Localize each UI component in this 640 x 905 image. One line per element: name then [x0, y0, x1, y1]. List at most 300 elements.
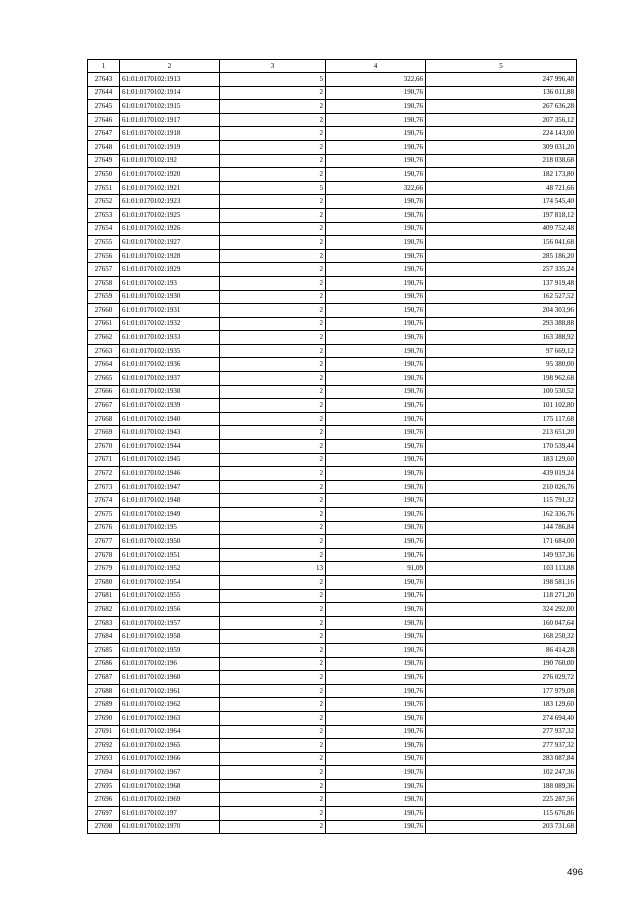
- row-number-cell: 27662: [88, 331, 120, 345]
- col4-cell: 190,76: [326, 575, 426, 589]
- cadastral-number-cell: 61:01:0170102:1923: [120, 195, 220, 209]
- cadastral-number-cell: 61:01:0170102:1965: [120, 739, 220, 753]
- col3-cell: 2: [220, 195, 326, 209]
- col4-cell: 190,76: [326, 263, 426, 277]
- col4-cell: 91,09: [326, 562, 426, 576]
- col5-cell: 144 786,84: [426, 521, 577, 535]
- col3-cell: 2: [220, 236, 326, 250]
- col5-cell: 207 356,12: [426, 113, 577, 127]
- row-number-cell: 27655: [88, 236, 120, 250]
- col4-cell: 190,76: [326, 698, 426, 712]
- row-number-cell: 27697: [88, 807, 120, 821]
- cadastral-number-cell: 61:01:0170102:1921: [120, 181, 220, 195]
- row-number-cell: 27695: [88, 779, 120, 793]
- col3-cell: 2: [220, 263, 326, 277]
- table-row: [88, 344, 577, 358]
- table-row: [88, 603, 577, 617]
- table-row: [88, 453, 577, 467]
- row-number-cell: 27665: [88, 372, 120, 386]
- cadastral-number-cell: 61:01:0170102:1956: [120, 603, 220, 617]
- col3-cell: 13: [220, 562, 326, 576]
- cadastral-number-cell: 61:01:0170102:1968: [120, 779, 220, 793]
- col5-cell: 190 760,00: [426, 657, 577, 671]
- col5-cell: 101 102,80: [426, 399, 577, 413]
- table-row: [88, 671, 577, 685]
- cadastral-number-cell: 61:01:0170102:1943: [120, 426, 220, 440]
- col5-cell: 409 752,48: [426, 222, 577, 236]
- col3-cell: 2: [220, 603, 326, 617]
- col4-cell: 190,76: [326, 222, 426, 236]
- table-row: [88, 399, 577, 413]
- col3-cell: 2: [220, 616, 326, 630]
- row-number-cell: 27663: [88, 344, 120, 358]
- col5-cell: 197 818,12: [426, 208, 577, 222]
- row-number-cell: 27664: [88, 358, 120, 372]
- col3-cell: 2: [220, 752, 326, 766]
- col5-cell: 95 380,00: [426, 358, 577, 372]
- col5-cell: 225 287,56: [426, 793, 577, 807]
- col4-cell: 190,76: [326, 195, 426, 209]
- col4-cell: 190,76: [326, 344, 426, 358]
- col5-cell: 210 026,76: [426, 480, 577, 494]
- col4-cell: 190,76: [326, 113, 426, 127]
- table-row: [88, 535, 577, 549]
- row-number-cell: 27670: [88, 440, 120, 454]
- table-row: [88, 807, 577, 821]
- cadastral-number-cell: 61:01:0170102:193: [120, 276, 220, 290]
- cadastral-number-cell: 61:01:0170102:1952: [120, 562, 220, 576]
- cadastral-number-cell: 61:01:0170102:1970: [120, 820, 220, 834]
- col3-cell: 5: [220, 181, 326, 195]
- col5-cell: 198 581,16: [426, 575, 577, 589]
- cadastral-number-cell: 61:01:0170102:197: [120, 807, 220, 821]
- col4-cell: 190,76: [326, 276, 426, 290]
- row-number-cell: 27688: [88, 684, 120, 698]
- col3-cell: 2: [220, 807, 326, 821]
- col5-cell: 118 271,20: [426, 589, 577, 603]
- col3-cell: 2: [220, 766, 326, 780]
- table-row: [88, 521, 577, 535]
- cadastral-number-cell: 61:01:0170102:192: [120, 154, 220, 168]
- table-row: [88, 508, 577, 522]
- col3-cell: 2: [220, 671, 326, 685]
- table-row: [88, 725, 577, 739]
- row-number-cell: 27687: [88, 671, 120, 685]
- cadastral-number-cell: 61:01:0170102:1937: [120, 372, 220, 386]
- row-number-cell: 27694: [88, 766, 120, 780]
- col5-cell: 156 041,68: [426, 236, 577, 250]
- page-number: 496: [567, 867, 583, 878]
- col5-cell: 203 731,68: [426, 820, 577, 834]
- col3-cell: 2: [220, 276, 326, 290]
- col5-cell: 149 937,36: [426, 548, 577, 562]
- table-row: [88, 263, 577, 277]
- row-number-cell: 27667: [88, 399, 120, 413]
- col5-cell: 257 335,24: [426, 263, 577, 277]
- col5-cell: 198 962,68: [426, 372, 577, 386]
- col3-cell: 2: [220, 168, 326, 182]
- cadastral-number-cell: 61:01:0170102:1913: [120, 73, 220, 87]
- cadastral-number-cell: 61:01:0170102:1959: [120, 643, 220, 657]
- col3-cell: 2: [220, 372, 326, 386]
- table-row: [88, 643, 577, 657]
- table-row: [88, 208, 577, 222]
- row-number-cell: 27656: [88, 249, 120, 263]
- col5-cell: 439 019,24: [426, 467, 577, 481]
- table-row: [88, 820, 577, 834]
- col4-cell: 190,76: [326, 453, 426, 467]
- col4-cell: 190,76: [326, 290, 426, 304]
- cadastral-number-cell: 61:01:0170102:1947: [120, 480, 220, 494]
- row-number-cell: 27646: [88, 113, 120, 127]
- cadastral-number-cell: 61:01:0170102:1917: [120, 113, 220, 127]
- row-number-cell: 27683: [88, 616, 120, 630]
- cadastral-number-cell: 61:01:0170102:1946: [120, 467, 220, 481]
- col5-cell: 174 545,40: [426, 195, 577, 209]
- col3-cell: 2: [220, 290, 326, 304]
- col3-cell: 2: [220, 521, 326, 535]
- col3-cell: 5: [220, 73, 326, 87]
- cadastral-number-cell: 61:01:0170102:1918: [120, 127, 220, 141]
- col4-cell: 190,76: [326, 630, 426, 644]
- cadastral-number-cell: 61:01:0170102:1969: [120, 793, 220, 807]
- header-cell-5: 5: [426, 60, 577, 73]
- table-row: [88, 616, 577, 630]
- col4-cell: 190,76: [326, 168, 426, 182]
- cadastral-number-cell: 61:01:0170102:1962: [120, 698, 220, 712]
- table-row: [88, 589, 577, 603]
- col5-cell: 285 186,20: [426, 249, 577, 263]
- col4-cell: 190,76: [326, 494, 426, 508]
- row-number-cell: 27652: [88, 195, 120, 209]
- table-row: [88, 793, 577, 807]
- table-row: [88, 317, 577, 331]
- table-row: [88, 752, 577, 766]
- col5-cell: 175 117,68: [426, 412, 577, 426]
- row-number-cell: 27685: [88, 643, 120, 657]
- col5-cell: 162 336,76: [426, 508, 577, 522]
- col5-cell: 162 527,52: [426, 290, 577, 304]
- row-number-cell: 27681: [88, 589, 120, 603]
- table-row: [88, 304, 577, 318]
- col4-cell: 190,76: [326, 603, 426, 617]
- table-row: [88, 372, 577, 386]
- col3-cell: 2: [220, 739, 326, 753]
- data-table: [87, 59, 577, 834]
- cadastral-number-cell: 61:01:0170102:1935: [120, 344, 220, 358]
- col5-cell: 160 047,64: [426, 616, 577, 630]
- col3-cell: 2: [220, 113, 326, 127]
- cadastral-number-cell: 61:01:0170102:1955: [120, 589, 220, 603]
- cadastral-number-cell: 61:01:0170102:1930: [120, 290, 220, 304]
- col3-cell: 2: [220, 304, 326, 318]
- col4-cell: 190,76: [326, 793, 426, 807]
- col3-cell: 2: [220, 453, 326, 467]
- table-row: [88, 331, 577, 345]
- row-number-cell: 27648: [88, 140, 120, 154]
- cadastral-number-cell: 61:01:0170102:1950: [120, 535, 220, 549]
- cadastral-number-cell: 61:01:0170102:1919: [120, 140, 220, 154]
- col5-cell: 204 303,96: [426, 304, 577, 318]
- row-number-cell: 27660: [88, 304, 120, 318]
- row-number-cell: 27672: [88, 467, 120, 481]
- col4-cell: 190,76: [326, 739, 426, 753]
- row-number-cell: 27649: [88, 154, 120, 168]
- col5-cell: 97 669,12: [426, 344, 577, 358]
- row-number-cell: 27696: [88, 793, 120, 807]
- cadastral-number-cell: 61:01:0170102:1938: [120, 385, 220, 399]
- col3-cell: 2: [220, 426, 326, 440]
- col4-cell: 190,76: [326, 752, 426, 766]
- table-row: [88, 494, 577, 508]
- row-number-cell: 27686: [88, 657, 120, 671]
- col4-cell: 190,76: [326, 331, 426, 345]
- col5-cell: 267 636,28: [426, 100, 577, 114]
- col4-cell: 190,76: [326, 127, 426, 141]
- cadastral-number-cell: 61:01:0170102:1957: [120, 616, 220, 630]
- col5-cell: 213 651,20: [426, 426, 577, 440]
- table-row: [88, 154, 577, 168]
- col3-cell: 2: [220, 127, 326, 141]
- row-number-cell: 27671: [88, 453, 120, 467]
- row-number-cell: 27650: [88, 168, 120, 182]
- row-number-cell: 27669: [88, 426, 120, 440]
- table-row: [88, 440, 577, 454]
- col3-cell: 2: [220, 100, 326, 114]
- table-row: [88, 412, 577, 426]
- col4-cell: 190,76: [326, 508, 426, 522]
- col4-cell: 190,76: [326, 711, 426, 725]
- col5-cell: 100 530,52: [426, 385, 577, 399]
- col3-cell: 2: [220, 317, 326, 331]
- col4-cell: 322,66: [326, 181, 426, 195]
- col4-cell: 190,76: [326, 385, 426, 399]
- cadastral-number-cell: 61:01:0170102:1920: [120, 168, 220, 182]
- table-row: [88, 562, 577, 576]
- table-row: [88, 168, 577, 182]
- row-number-cell: 27654: [88, 222, 120, 236]
- row-number-cell: 27692: [88, 739, 120, 753]
- col4-cell: 190,76: [326, 820, 426, 834]
- table-row: [88, 222, 577, 236]
- col4-cell: 190,76: [326, 154, 426, 168]
- col3-cell: 2: [220, 412, 326, 426]
- header-cell-2: 2: [120, 60, 220, 73]
- cadastral-number-cell: 61:01:0170102:1958: [120, 630, 220, 644]
- table-row: [88, 698, 577, 712]
- row-number-cell: 27643: [88, 73, 120, 87]
- cadastral-number-cell: 61:01:0170102:195: [120, 521, 220, 535]
- col5-cell: 276 029,72: [426, 671, 577, 685]
- col3-cell: 2: [220, 698, 326, 712]
- cadastral-number-cell: 61:01:0170102:1915: [120, 100, 220, 114]
- table-row: [88, 236, 577, 250]
- header-cell-1: 1: [88, 60, 120, 73]
- row-number-cell: 27689: [88, 698, 120, 712]
- cadastral-number-cell: 61:01:0170102:1925: [120, 208, 220, 222]
- col5-cell: 309 031,20: [426, 140, 577, 154]
- table-row: [88, 195, 577, 209]
- col4-cell: 190,76: [326, 616, 426, 630]
- row-number-cell: 27678: [88, 548, 120, 562]
- cadastral-number-cell: 61:01:0170102:1951: [120, 548, 220, 562]
- cadastral-number-cell: 61:01:0170102:1964: [120, 725, 220, 739]
- col4-cell: 322,66: [326, 73, 426, 87]
- col5-cell: 168 250,32: [426, 630, 577, 644]
- col3-cell: 2: [220, 725, 326, 739]
- table-row: [88, 467, 577, 481]
- col4-cell: 190,76: [326, 412, 426, 426]
- col5-cell: 183 129,60: [426, 698, 577, 712]
- cadastral-number-cell: 61:01:0170102:1928: [120, 249, 220, 263]
- table-body: [88, 60, 577, 834]
- cadastral-number-cell: 61:01:0170102:1960: [120, 671, 220, 685]
- table-row: [88, 73, 577, 87]
- cadastral-number-cell: 61:01:0170102:1967: [120, 766, 220, 780]
- table-row: [88, 684, 577, 698]
- row-number-cell: 27651: [88, 181, 120, 195]
- col3-cell: 2: [220, 222, 326, 236]
- table-row: [88, 358, 577, 372]
- col4-cell: 190,76: [326, 317, 426, 331]
- row-number-cell: 27676: [88, 521, 120, 535]
- header-cell-3: 3: [220, 60, 326, 73]
- col3-cell: 2: [220, 385, 326, 399]
- cadastral-number-cell: 61:01:0170102:1914: [120, 86, 220, 100]
- col5-cell: 48 721,66: [426, 181, 577, 195]
- table-row: [88, 779, 577, 793]
- cadastral-number-cell: 61:01:0170102:1933: [120, 331, 220, 345]
- col5-cell: 115 791,32: [426, 494, 577, 508]
- row-number-cell: 27644: [88, 86, 120, 100]
- col3-cell: 2: [220, 86, 326, 100]
- col4-cell: 190,76: [326, 426, 426, 440]
- col3-cell: 2: [220, 331, 326, 345]
- cadastral-number-cell: 61:01:0170102:1954: [120, 575, 220, 589]
- cadastral-number-cell: 61:01:0170102:1931: [120, 304, 220, 318]
- row-number-cell: 27668: [88, 412, 120, 426]
- col5-cell: 283 087,84: [426, 752, 577, 766]
- col5-cell: 170 539,44: [426, 440, 577, 454]
- col4-cell: 190,76: [326, 236, 426, 250]
- col3-cell: 2: [220, 643, 326, 657]
- col5-cell: 182 173,80: [426, 168, 577, 182]
- col4-cell: 190,76: [326, 535, 426, 549]
- col4-cell: 190,76: [326, 671, 426, 685]
- table-row: [88, 181, 577, 195]
- row-number-cell: 27666: [88, 385, 120, 399]
- table-row: [88, 657, 577, 671]
- col4-cell: 190,76: [326, 779, 426, 793]
- col3-cell: 2: [220, 467, 326, 481]
- col3-cell: 2: [220, 793, 326, 807]
- col4-cell: 190,76: [326, 208, 426, 222]
- col5-cell: 115 676,86: [426, 807, 577, 821]
- col4-cell: 190,76: [326, 657, 426, 671]
- row-number-cell: 27684: [88, 630, 120, 644]
- table-row: [88, 113, 577, 127]
- col3-cell: 2: [220, 358, 326, 372]
- table-row: [88, 385, 577, 399]
- cadastral-number-cell: 61:01:0170102:1940: [120, 412, 220, 426]
- col3-cell: 2: [220, 440, 326, 454]
- cadastral-number-cell: 61:01:0170102:1945: [120, 453, 220, 467]
- row-number-cell: 27645: [88, 100, 120, 114]
- table-row: [88, 276, 577, 290]
- col5-cell: 103 113,88: [426, 562, 577, 576]
- col3-cell: 2: [220, 575, 326, 589]
- row-number-cell: 27698: [88, 820, 120, 834]
- row-number-cell: 27693: [88, 752, 120, 766]
- table-row: [88, 127, 577, 141]
- col4-cell: 190,76: [326, 372, 426, 386]
- col3-cell: 2: [220, 399, 326, 413]
- table-row: [88, 100, 577, 114]
- col4-cell: 190,76: [326, 589, 426, 603]
- col4-cell: 190,76: [326, 766, 426, 780]
- col4-cell: 190,76: [326, 807, 426, 821]
- col4-cell: 190,76: [326, 140, 426, 154]
- row-number-cell: 27657: [88, 263, 120, 277]
- row-number-cell: 27679: [88, 562, 120, 576]
- table-row: [88, 86, 577, 100]
- cadastral-number-cell: 61:01:0170102:1961: [120, 684, 220, 698]
- row-number-cell: 27691: [88, 725, 120, 739]
- col4-cell: 190,76: [326, 249, 426, 263]
- col4-cell: 190,76: [326, 684, 426, 698]
- col4-cell: 190,76: [326, 86, 426, 100]
- table-row: [88, 739, 577, 753]
- col5-cell: 324 292,00: [426, 603, 577, 617]
- table-row: [88, 426, 577, 440]
- row-number-cell: 27659: [88, 290, 120, 304]
- col4-cell: 190,76: [326, 548, 426, 562]
- table-header-row: [88, 60, 577, 73]
- col4-cell: 190,76: [326, 440, 426, 454]
- row-number-cell: 27674: [88, 494, 120, 508]
- col3-cell: 2: [220, 657, 326, 671]
- row-number-cell: 27677: [88, 535, 120, 549]
- row-number-cell: 27647: [88, 127, 120, 141]
- col3-cell: 2: [220, 249, 326, 263]
- cadastral-number-cell: 61:01:0170102:1927: [120, 236, 220, 250]
- col3-cell: 2: [220, 154, 326, 168]
- cadastral-number-cell: 61:01:0170102:1948: [120, 494, 220, 508]
- table-row: [88, 480, 577, 494]
- col3-cell: 2: [220, 494, 326, 508]
- col5-cell: 183 129,60: [426, 453, 577, 467]
- col4-cell: 190,76: [326, 725, 426, 739]
- cadastral-number-cell: 61:01:0170102:1929: [120, 263, 220, 277]
- col4-cell: 190,76: [326, 643, 426, 657]
- col5-cell: 218 038,68: [426, 154, 577, 168]
- header-cell-4: 4: [326, 60, 426, 73]
- col3-cell: 2: [220, 711, 326, 725]
- col5-cell: 163 388,92: [426, 331, 577, 345]
- table-row: [88, 249, 577, 263]
- cadastral-number-cell: 61:01:0170102:1939: [120, 399, 220, 413]
- col4-cell: 190,76: [326, 358, 426, 372]
- table-row: [88, 548, 577, 562]
- row-number-cell: 27658: [88, 276, 120, 290]
- col3-cell: 2: [220, 684, 326, 698]
- row-number-cell: 27673: [88, 480, 120, 494]
- col4-cell: 190,76: [326, 521, 426, 535]
- col5-cell: 136 011,88: [426, 86, 577, 100]
- col3-cell: 2: [220, 589, 326, 603]
- table-row: [88, 290, 577, 304]
- cadastral-number-cell: 61:01:0170102:1926: [120, 222, 220, 236]
